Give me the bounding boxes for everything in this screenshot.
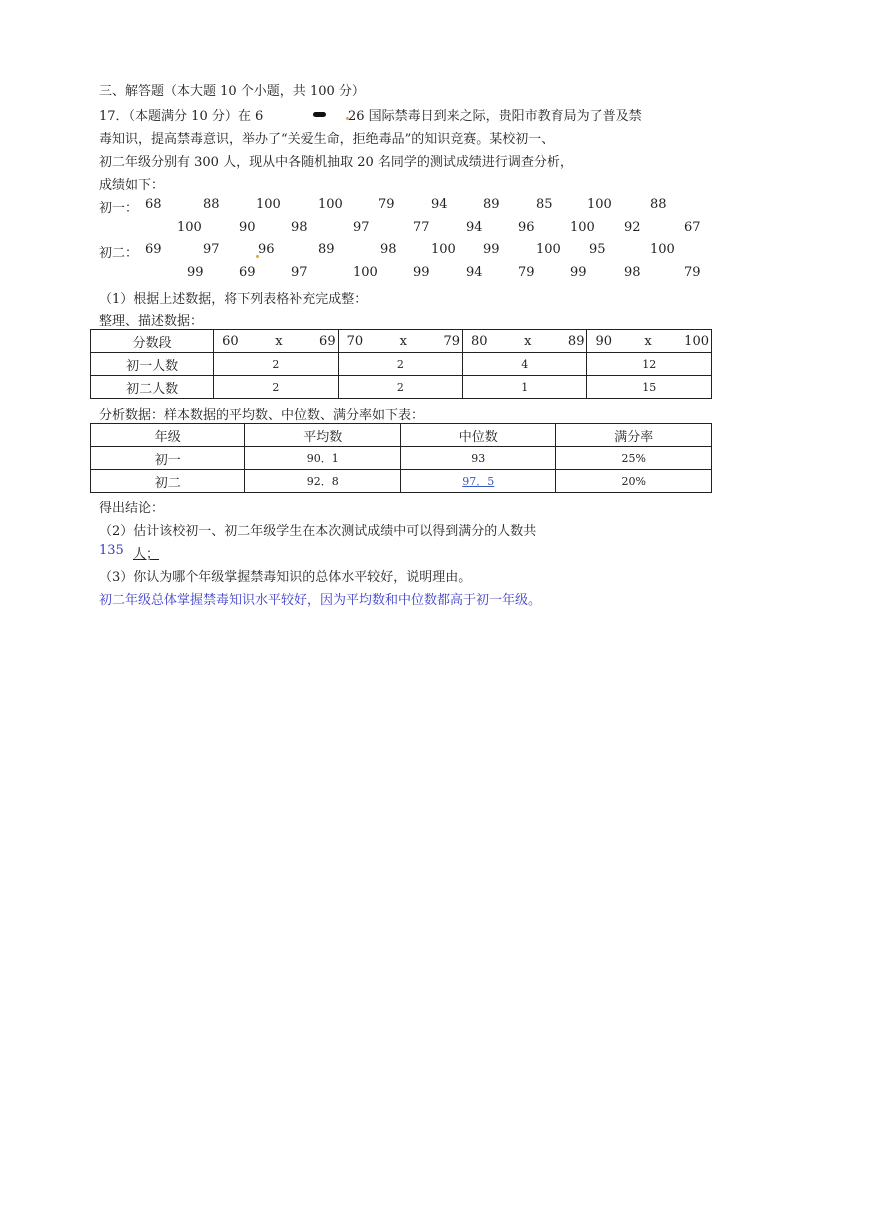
range-x: x bbox=[399, 333, 407, 349]
range-lo: 90 bbox=[595, 333, 613, 349]
score: 67 bbox=[684, 220, 701, 235]
range-x: x bbox=[275, 333, 283, 349]
table-row bbox=[91, 376, 712, 399]
table-row bbox=[91, 447, 712, 470]
score: 92 bbox=[624, 220, 641, 235]
table-row bbox=[91, 353, 712, 376]
table-cell: 2 bbox=[338, 353, 462, 376]
range-lo: 70 bbox=[346, 333, 364, 349]
part3-answer: 初二年级总体掌握禁毒知识水平较好，因为平均数和中位数都高于初一年级。 bbox=[99, 593, 542, 608]
range-lo: 80 bbox=[471, 333, 488, 349]
score: 97 bbox=[353, 220, 370, 235]
mean-cell: 92．8 bbox=[245, 470, 401, 493]
score: 79 bbox=[378, 197, 395, 212]
score: 89 bbox=[318, 242, 335, 257]
table-cell: 2 bbox=[214, 376, 338, 399]
score: 100 bbox=[177, 220, 202, 235]
conclusion-label: 得出结论： bbox=[99, 501, 165, 516]
score: 69 bbox=[145, 242, 162, 257]
score: 99 bbox=[483, 242, 500, 257]
score: 97 bbox=[203, 242, 220, 257]
range-cell bbox=[587, 330, 712, 353]
question-line-1b: 26 国际禁毒日到来之际，贵阳市教育局为了普及禁 bbox=[348, 109, 642, 124]
score: 100 bbox=[318, 197, 343, 212]
table-header-row bbox=[91, 424, 712, 447]
row-label: 初二人数 bbox=[91, 376, 214, 399]
table-header-row bbox=[91, 330, 712, 353]
score: 77 bbox=[413, 220, 430, 235]
header-cell: 中位数 bbox=[400, 424, 556, 447]
score: 98 bbox=[291, 220, 308, 235]
section-title: 三、解答题（本大题 10 个小题，共 100 分） bbox=[99, 84, 365, 99]
table-row bbox=[91, 470, 712, 493]
part2-unit: 人； bbox=[133, 547, 160, 562]
rate-cell: 20% bbox=[556, 470, 712, 493]
row-label: 初一人数 bbox=[91, 353, 214, 376]
part2-prompt: （2）估计该校初一、初二年级学生在本次测试成绩中可以得到满分的人数共 bbox=[99, 524, 537, 539]
score: 95 bbox=[589, 242, 606, 257]
score: 100 bbox=[353, 265, 378, 280]
score: 94 bbox=[466, 220, 483, 235]
score: 96 bbox=[518, 220, 535, 235]
header-cell: 分数段 bbox=[91, 330, 214, 353]
table-cell: 12 bbox=[587, 353, 712, 376]
grade2-label: 初二： bbox=[99, 246, 139, 261]
grade-cell: 初一 bbox=[91, 447, 245, 470]
score: 79 bbox=[518, 265, 535, 280]
median-cell bbox=[400, 470, 556, 493]
part2-answer: 135 bbox=[99, 543, 124, 558]
analyze-label: 分析数据：样本数据的平均数、中位数、满分率如下表： bbox=[99, 408, 425, 423]
score: 100 bbox=[570, 220, 595, 235]
table-cell: 15 bbox=[587, 376, 712, 399]
score: 100 bbox=[431, 242, 456, 257]
question-line-2: 毒知识，提高禁毒意识，举办了“关爱生命，拒绝毒品”的知识竞赛。某校初一、 bbox=[99, 132, 555, 147]
score: 98 bbox=[380, 242, 397, 257]
grade1-label: 初一： bbox=[99, 201, 139, 216]
score: 99 bbox=[187, 265, 204, 280]
statistics-table bbox=[90, 423, 712, 493]
table-cell: 4 bbox=[463, 353, 587, 376]
table-cell: 2 bbox=[338, 376, 462, 399]
score: 69 bbox=[239, 265, 256, 280]
range-lo: 60 bbox=[222, 333, 239, 349]
mean-cell: 90．1 bbox=[245, 447, 401, 470]
header-cell: 年级 bbox=[91, 424, 245, 447]
score: 100 bbox=[587, 197, 612, 212]
range-cell bbox=[214, 330, 338, 353]
score: 89 bbox=[483, 197, 500, 212]
score: 99 bbox=[570, 265, 587, 280]
score: 99 bbox=[413, 265, 430, 280]
table-cell: 1 bbox=[463, 376, 587, 399]
grade-cell: 初二 bbox=[91, 470, 245, 493]
score: 94 bbox=[466, 265, 483, 280]
score: 96 bbox=[258, 242, 275, 257]
score: 79 bbox=[684, 265, 701, 280]
rate-cell: 25% bbox=[556, 447, 712, 470]
table-cell: 2 bbox=[214, 353, 338, 376]
header-cell: 满分率 bbox=[556, 424, 712, 447]
score: 85 bbox=[536, 197, 553, 212]
range-x: x bbox=[524, 333, 532, 349]
score: 100 bbox=[650, 242, 675, 257]
frequency-table bbox=[90, 329, 712, 399]
score: 88 bbox=[650, 197, 667, 212]
score: 68 bbox=[145, 197, 162, 212]
score: 98 bbox=[624, 265, 641, 280]
range-hi: 89 bbox=[567, 333, 585, 349]
part3-prompt: （3）你认为哪个年级掌握禁毒知识的总体水平较好，说明理由。 bbox=[99, 570, 472, 585]
range-cell bbox=[463, 330, 587, 353]
question-line-3: 初二年级分别有 300 人，现从中各随机抽取 20 名同学的测试成绩进行调查分析， bbox=[99, 155, 573, 170]
header-cell: 平均数 bbox=[245, 424, 401, 447]
question-line-1a: 17．（本题满分 10 分）在 6 bbox=[99, 109, 264, 124]
range-hi: 79 bbox=[443, 333, 461, 349]
score: 88 bbox=[203, 197, 220, 212]
score: 97 bbox=[291, 265, 308, 280]
median-cell: 93 bbox=[400, 447, 556, 470]
part1-prompt: （1）根据上述数据，将下列表格补充完成整： bbox=[99, 292, 368, 307]
question-line-4: 成绩如下： bbox=[99, 178, 165, 193]
organize-label: 整理、描述数据： bbox=[99, 314, 204, 329]
score: 100 bbox=[536, 242, 561, 257]
score: 94 bbox=[431, 197, 448, 212]
score: 90 bbox=[239, 220, 256, 235]
dash-mark bbox=[313, 112, 326, 117]
range-hi: 100 bbox=[684, 333, 709, 349]
median-answer-link[interactable]: 97．5 bbox=[462, 475, 495, 488]
range-hi: 69 bbox=[319, 333, 336, 349]
score: 100 bbox=[256, 197, 281, 212]
range-cell bbox=[338, 330, 462, 353]
range-x: x bbox=[644, 333, 652, 349]
